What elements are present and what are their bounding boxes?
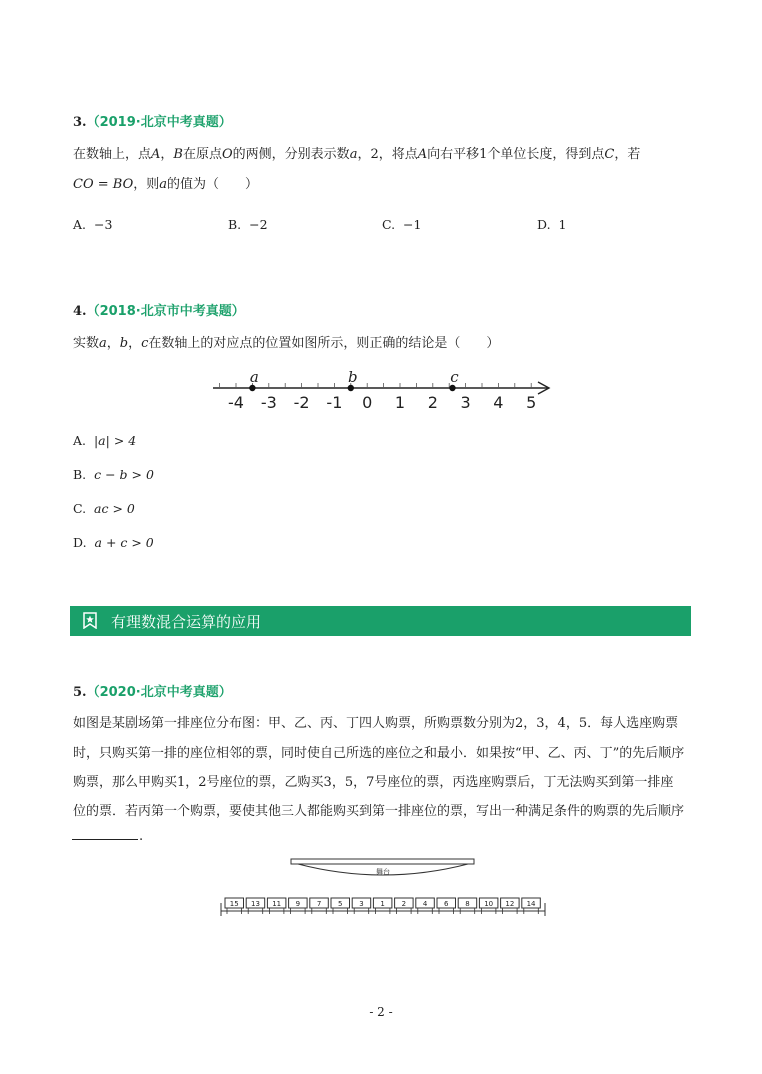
text: 的两侧，分别表示数 <box>232 147 350 162</box>
option-letter: C. <box>73 501 87 516</box>
option-expr: a + c > 0 <box>94 535 154 550</box>
bookmark-star-icon <box>83 612 97 629</box>
option-letter: A. <box>73 217 87 232</box>
seat-number: 3 <box>359 900 364 908</box>
q3-source: （2019·北京中考真题） <box>86 115 232 130</box>
point-label-c: c <box>450 368 459 386</box>
q5-line-3: 购票，那么甲购买1，2号座位的票，乙购买3，5，7号座位的票，丙选座购票后，丁无法购买到第一排座 <box>73 775 674 790</box>
var-a: a <box>159 177 168 192</box>
var-c: c <box>141 336 149 351</box>
option-letter: D. <box>537 217 551 232</box>
q5-line-1: 如图是某剧场第一排座位分布图：甲、乙、丙、丁四人购票，所购票数分别为2，3，4，5．每人选座购票 <box>73 716 679 731</box>
option-expr: c − b > 0 <box>94 467 154 482</box>
q4-option-c[interactable] <box>73 501 135 516</box>
text: 在原点 <box>182 147 222 162</box>
tick-label: -4 <box>228 393 244 412</box>
page-number: - 2 - <box>369 1005 393 1019</box>
text: ，则 <box>133 177 160 192</box>
seat-number: 12 <box>505 900 515 908</box>
q4-option-d[interactable] <box>73 535 154 550</box>
q3-number: 3. <box>73 115 87 130</box>
seat-number: 7 <box>316 900 322 908</box>
seat-number: 8 <box>465 900 470 908</box>
seat-row <box>221 898 545 916</box>
point-label-a: a <box>249 368 259 386</box>
tick-label: 0 <box>362 393 373 412</box>
seat-number: 1 <box>380 900 385 908</box>
option-letter: B. <box>228 217 242 232</box>
var-O: O <box>222 147 233 162</box>
q4-source: （2018·北京市中考真题） <box>86 304 245 319</box>
stage-label: 舞台 <box>376 868 390 876</box>
text: ， <box>106 336 120 351</box>
option-value: −2 <box>249 217 268 232</box>
text: = <box>93 177 113 192</box>
text: 在数轴上的对应点的位置如图所示，则正确的结论是（ ） <box>148 336 500 351</box>
text: ，2，将点 <box>357 147 418 162</box>
seat-number: 9 <box>295 900 301 908</box>
seat-number: 5 <box>338 900 343 908</box>
option-letter: C. <box>382 217 396 232</box>
var-b: b <box>119 336 129 351</box>
q5-source: （2020·北京中考真题） <box>86 685 232 700</box>
q5-number: 5. <box>73 685 87 700</box>
seat-number: 11 <box>272 900 282 908</box>
text: 实数 <box>73 336 100 351</box>
var-A: A <box>417 147 428 162</box>
tick-label: -1 <box>326 393 343 412</box>
answer-blank[interactable] <box>72 839 138 840</box>
tick-label: 4 <box>493 393 504 412</box>
q5-line-4: 位的票．若丙第一个购票，要使其他三人都能购买到第一排座位的票，写出一种满足条件的购票的先后顺序 <box>73 804 685 819</box>
option-value: −3 <box>93 217 113 232</box>
option-expr: ac > 0 <box>94 501 135 516</box>
stage-edge <box>291 859 474 864</box>
option-letter: D. <box>73 535 87 550</box>
q4-option-b[interactable] <box>73 467 154 482</box>
tick-label: -3 <box>260 393 277 412</box>
var-C: C <box>604 147 615 162</box>
seat-number: 6 <box>444 900 449 908</box>
seat-number: 13 <box>250 900 260 908</box>
text: ， <box>160 147 174 162</box>
q5-header <box>73 681 232 700</box>
tick-label: 5 <box>526 393 537 412</box>
var-BO: BO <box>112 177 134 192</box>
tick-label: 1 <box>394 393 406 412</box>
var-CO: CO <box>73 177 94 192</box>
q5-end-mark: . <box>139 829 144 844</box>
text: 在数轴上，点 <box>73 147 152 162</box>
section-banner <box>70 606 691 636</box>
theater-seat-diagram <box>0 850 762 930</box>
tick-label: -2 <box>293 393 310 412</box>
var-B: B <box>173 147 183 162</box>
seat-number: 15 <box>229 900 239 908</box>
var-A: A <box>151 147 161 162</box>
seat-number: 4 <box>422 900 428 908</box>
option-value: −1 <box>403 217 422 232</box>
q4-number: 4. <box>73 304 87 319</box>
option-value: 1 <box>558 217 567 232</box>
seat-number: 2 <box>401 900 407 908</box>
seat-number: 14 <box>526 900 536 908</box>
point-label-b: b <box>347 368 358 386</box>
text: ， <box>128 336 142 351</box>
option-letter: B. <box>73 467 87 482</box>
text: ，若 <box>614 147 641 162</box>
text: 向右平移1个单位长度，得到点 <box>427 147 605 162</box>
text: 的值为（ ） <box>167 177 259 192</box>
tick-label: 2 <box>427 393 438 412</box>
q4-option-a[interactable] <box>73 433 136 448</box>
var-a: a <box>349 147 358 162</box>
option-letter: A. <box>73 433 87 448</box>
tick-label: 3 <box>460 393 471 412</box>
seat-number: 10 <box>484 900 494 908</box>
number-line-figure <box>0 0 762 420</box>
q5-line-2: 时，只购买第一排的座位相邻的票，同时使自己所选的座位之和最小．如果按“甲、乙、丙、丁”的先后顺序 <box>73 746 685 761</box>
section-title: 有理数混合运算的应用 <box>111 613 262 631</box>
option-expr: |a| > 4 <box>93 433 137 448</box>
var-a: a <box>99 336 107 351</box>
